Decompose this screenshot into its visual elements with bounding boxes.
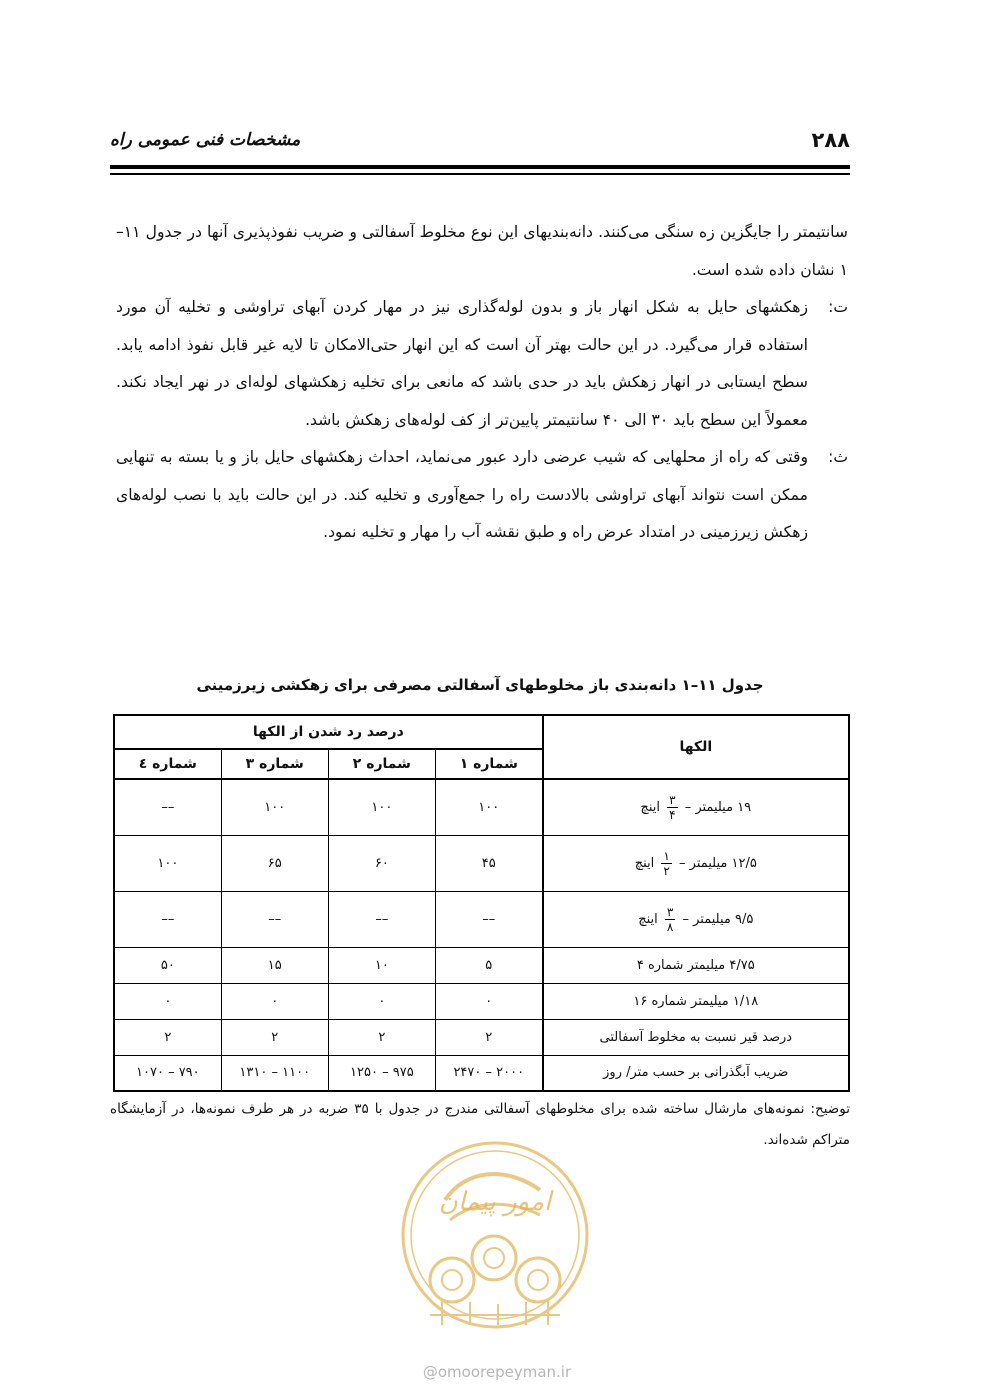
- column-header-4: شماره ٤: [114, 749, 221, 779]
- table-row: [114, 835, 849, 891]
- row-label: [543, 835, 849, 891]
- paragraph-intro: سانتیمتر را جایگزین زه سنگی می‌کنند. دانه‌بندیهای این نوع مخلوط آسفالتی و ضریب نفوذپذیری آنها در جدول ۱۱–۱ نشان داده شده است.: [116, 223, 848, 279]
- table-cell: ۲: [114, 1019, 221, 1055]
- fraction-numerator: ۱: [663, 848, 670, 863]
- table-cell: ۱۱۰۰ – ۱۳۱۰: [221, 1055, 328, 1091]
- table-cell: ––: [221, 891, 328, 947]
- watermark-url-text: omoorepeyman.ir: [437, 1363, 572, 1381]
- table-caption: جدول ۱۱–۱ دانه‌بندی باز مخلوطهای آسفالتی مصرفی برای زهکشی زیرزمینی: [196, 676, 764, 694]
- list-item-text: وقتی که راه از محلهایی که شیب عرضی دارد عبور می‌نماید، احداث زهکشهای حایل باز و یا بسته به تنهایی ممکن است نتواند آبهای تراوشی بالادست راه را جمع‌آوری و تخلیه کند. در این حالت باید با نصب لوله‌های زهکش زیرزمینی در امتداد عرض راه و طبق نقشه آب را مهار و تخلیه نمود.: [116, 448, 808, 541]
- label-suffix: اینچ: [638, 911, 658, 927]
- row-label: [543, 779, 849, 835]
- table-cell: ۲: [328, 1019, 435, 1055]
- column-header-3: شماره ۳: [221, 749, 328, 779]
- fraction-denominator: ۴: [669, 807, 676, 822]
- table-cell: ۰: [328, 983, 435, 1019]
- label-prefix: ۹/۵ میلیمتر –: [682, 911, 754, 927]
- page-number: ۲۸۸: [811, 128, 850, 152]
- table-cell: ۱۵: [221, 947, 328, 983]
- watermark-logo-text: امور پیمان: [438, 1187, 552, 1217]
- fraction-denominator: ۲: [663, 863, 670, 878]
- header-rule-thick: [110, 165, 850, 169]
- page-header: [110, 120, 850, 164]
- table-cell: ۵: [435, 947, 542, 983]
- table-cell: ۲: [221, 1019, 328, 1055]
- list-item-text: زهکشهای حایل به شکل انهار باز و بدون لوله‌گذاری نیز در مهار کردن آبهای تراوشی و تخلیه آن مورد استفاده قرار می‌گیرد. در این حالت بهتر آن است که این انهار حتی‌الامکان تا لایه غیر قابل نفوذ ادامه یابد. سطح ایستابی در انهار زهکش باید در حدی باشد که مانعی برای تخلیه زهکشهای لوله‌ای در نهر ایجاد نکند. معمولاً این سطح باید ۳۰ الی ۴۰ سانتیمتر پایین‌تر از کف لوله‌های زهکش باشد.: [116, 298, 808, 429]
- table-row: [114, 947, 849, 983]
- label-prefix: ۱۲/۵ میلیمتر –: [679, 855, 757, 871]
- body-text: [116, 214, 848, 552]
- watermark-logo-icon: [390, 1130, 600, 1350]
- table-cell: ––: [328, 891, 435, 947]
- table-cell: ––: [114, 779, 221, 835]
- list-item-t: [116, 289, 848, 439]
- fraction: [665, 906, 675, 933]
- table-cell: ۰: [435, 983, 542, 1019]
- row-label: ضریب آبگذرانی بر حسب متر/ روز: [543, 1055, 849, 1091]
- label-suffix: اینچ: [634, 855, 655, 871]
- table-note: توضیح: نمونه‌های مارشال ساخته شده برای مخلوطهای آسفالتی مندرج در جدول با ۳۵ ضربه در هر طرف نمونه‌ها، در آزمایشگاه متراکم شده‌اند.: [110, 1101, 850, 1148]
- table-row: [114, 891, 849, 947]
- table-cell: ۷۹۰ – ۱۰۷۰: [114, 1055, 221, 1091]
- column-group-header: درصد رد شدن از الکها: [114, 715, 543, 749]
- table-cell: ۴۵: [435, 835, 542, 891]
- table-cell: ۶۵: [221, 835, 328, 891]
- row-label: ۴/۷۵ میلیمتر شماره ۴: [543, 947, 849, 983]
- table-cell: ––: [435, 891, 542, 947]
- table-row: [114, 1055, 849, 1091]
- list-item-th: [116, 439, 848, 552]
- table-cell: ۱۰: [328, 947, 435, 983]
- label-suffix: اینچ: [640, 799, 660, 815]
- gradation-table: [113, 714, 850, 1092]
- column-header-2: شماره ۲: [328, 749, 435, 779]
- table-row: [114, 779, 849, 835]
- table-row: [114, 1019, 849, 1055]
- row-label: [543, 891, 849, 947]
- row-label: درصد قیر نسبت به مخلوط آسفالتی: [543, 1019, 849, 1055]
- list-item-label: ث:: [828, 448, 848, 466]
- table-cell: ۰: [114, 983, 221, 1019]
- fraction-numerator: ۳: [666, 904, 674, 919]
- table-row: [114, 983, 849, 1019]
- watermark-url: [392, 1363, 602, 1381]
- label-prefix: ۱۹ میلیمتر –: [684, 799, 752, 815]
- column-header-sieves: الکها: [543, 715, 849, 779]
- table-cell: ۱۰۰: [221, 779, 328, 835]
- fraction: [661, 850, 671, 877]
- running-title: مشخصات فنی عمومی راه: [110, 130, 301, 150]
- fraction-denominator: ۸: [666, 919, 674, 934]
- table-cell: ۲: [435, 1019, 542, 1055]
- table-cell: ۱۰۰: [435, 779, 542, 835]
- table-cell: ۱۰۰: [114, 835, 221, 891]
- table-cell: ۲۰۰۰ – ۲۴۷۰: [435, 1055, 542, 1091]
- list-item-label: ت:: [828, 298, 848, 316]
- fraction-numerator: ۳: [669, 792, 676, 807]
- table-cell: ۶۰: [328, 835, 435, 891]
- table-cell: ۵۰: [114, 947, 221, 983]
- table-cell: ۰: [221, 983, 328, 1019]
- at-icon: @: [422, 1363, 438, 1381]
- column-header-1: شماره ۱: [435, 749, 542, 779]
- row-label: ۱/۱۸ میلیمتر شماره ۱۶: [543, 983, 849, 1019]
- table-cell: ۹۷۵ – ۱۲۵۰: [328, 1055, 435, 1091]
- table-cell: ۱۰۰: [328, 779, 435, 835]
- table-cell: ––: [114, 891, 221, 947]
- fraction: [667, 794, 677, 821]
- header-rule-thin: [110, 173, 850, 175]
